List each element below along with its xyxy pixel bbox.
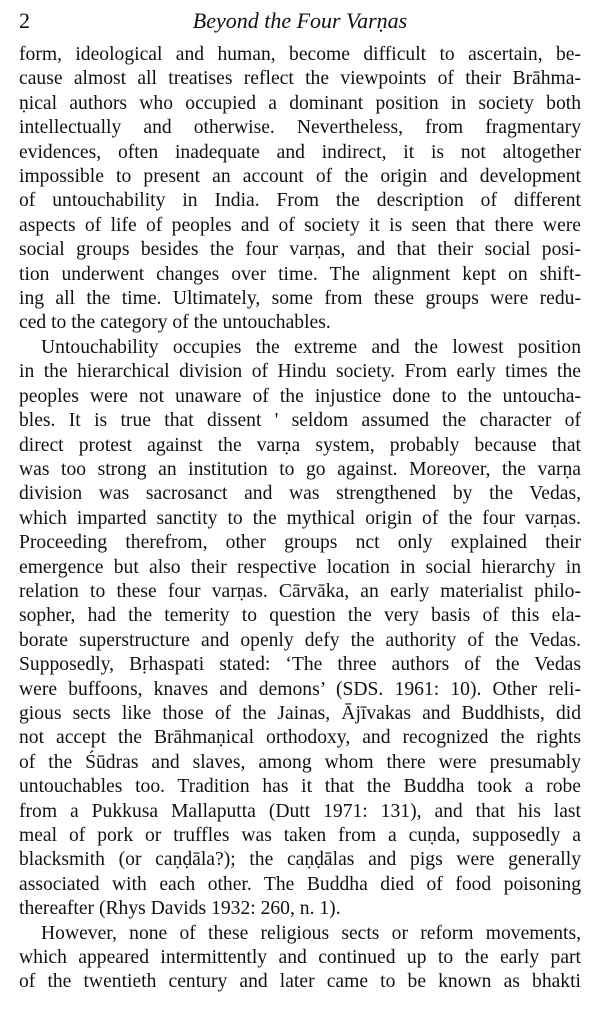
text-line: were buffoons, knaves and demons’ (SDS. 1961: 10). Other reli- — [19, 678, 581, 700]
text-line: ṇical authors who occupied a dominant position in society both — [19, 92, 581, 114]
text-line: cause almost all treatises reflect the viewpoints of their Brāhma- — [19, 68, 581, 90]
text-line: of the Śūdras and slaves, among whom there were presumably — [19, 751, 581, 773]
page-header — [19, 8, 581, 38]
text-line: social groups besides the four varṇas, and that their social posi- — [19, 239, 581, 261]
text-line: which appeared intermittently and continued up to the early part — [19, 947, 581, 969]
paragraph — [19, 922, 581, 995]
text-line: Untouchability occupies the extreme and the lowest position — [41, 336, 581, 358]
text-line: tion underwent changes over time. The alignment kept on shift- — [19, 263, 581, 285]
text-line: ing all the time. Ultimately, some from these groups were redu- — [19, 288, 581, 310]
body-text — [19, 43, 581, 995]
text-line: untouchables too. Tradition has it that the Buddha took a robe — [19, 776, 581, 798]
text-line: However, none of these religious sects or reform movements, — [41, 922, 581, 944]
text-line: bles. It is true that dissent ' seldom assumed the character of — [19, 410, 581, 432]
text-line: relation to these four varṇas. Cārvāka, an early materialist philo- — [19, 580, 581, 602]
text-line: sopher, had the temerity to question the very basis of this ela- — [19, 605, 581, 627]
text-line: borate superstructure and openly defy the authority of the Vedas. — [19, 629, 581, 651]
running-title: Beyond the Four Varṇas — [192, 8, 408, 33]
page-number: 2 — [19, 8, 30, 33]
text-line: ced to the category of the untouchables. — [19, 312, 331, 334]
text-line: direct protest against the varṇa system, probably because that — [19, 434, 581, 456]
text-line: not accept the Brāhmaṇical orthodoxy, and recognized the rights — [19, 727, 581, 749]
text-line: aspects of life of peoples and of society it is seen that there were — [19, 214, 581, 236]
text-line: which imparted sanctity to the mythical origin of the four varṇas. — [19, 507, 581, 529]
text-line: impossible to present an account of the origin and development — [19, 166, 581, 188]
text-line: gious sects like those of the Jainas, Ājīvakas and Buddhists, did — [19, 702, 581, 724]
text-line: division was sacrosanct and was strengthened by the Vedas, — [19, 483, 581, 505]
text-line: blacksmith (or caṇḍāla?); the caṇḍālas and pigs were generally — [19, 849, 581, 871]
text-line: evidences, often inadequate and indirect, it is not altogether — [19, 141, 581, 163]
text-line: form, ideological and human, become difficult to ascertain, be- — [19, 44, 581, 65]
text-line: peoples were not unaware of the injustice done to the untoucha- — [19, 385, 581, 407]
text-line: of the twentieth century and later came to be known as bhakti — [19, 971, 581, 993]
text-line: was too strong an institution to go against. Moreover, the varṇa — [19, 458, 581, 480]
text-line: from a Pukkusa Mallaputta (Dutt 1971: 131), and that his last — [19, 800, 581, 822]
text-line: in the hierarchical division of Hindu society. From early times the — [19, 361, 581, 383]
text-line: meal of pork or truffles was taken from a cuṇda, supposedly a — [19, 825, 581, 846]
text-line: Proceeding therefrom, other groups nct only explained their — [19, 532, 581, 554]
text-line: emergence but also their respective location in social hierarchy in — [19, 556, 581, 578]
text-line: associated with each other. The Buddha died of food poisoning — [19, 873, 581, 895]
text-line: of untouchability in India. From the description of different — [19, 190, 581, 212]
text-line: Supposedly, Bṛhaspati stated: ‘The three authors of the Vedas — [19, 654, 581, 676]
paragraph — [19, 336, 581, 922]
text-line: intellectually and otherwise. Nevertheless, from fragmentary — [19, 117, 581, 139]
paragraph — [19, 43, 581, 336]
text-line: thereafter (Rhys Davids 1932: 260, n. 1). — [19, 898, 341, 920]
